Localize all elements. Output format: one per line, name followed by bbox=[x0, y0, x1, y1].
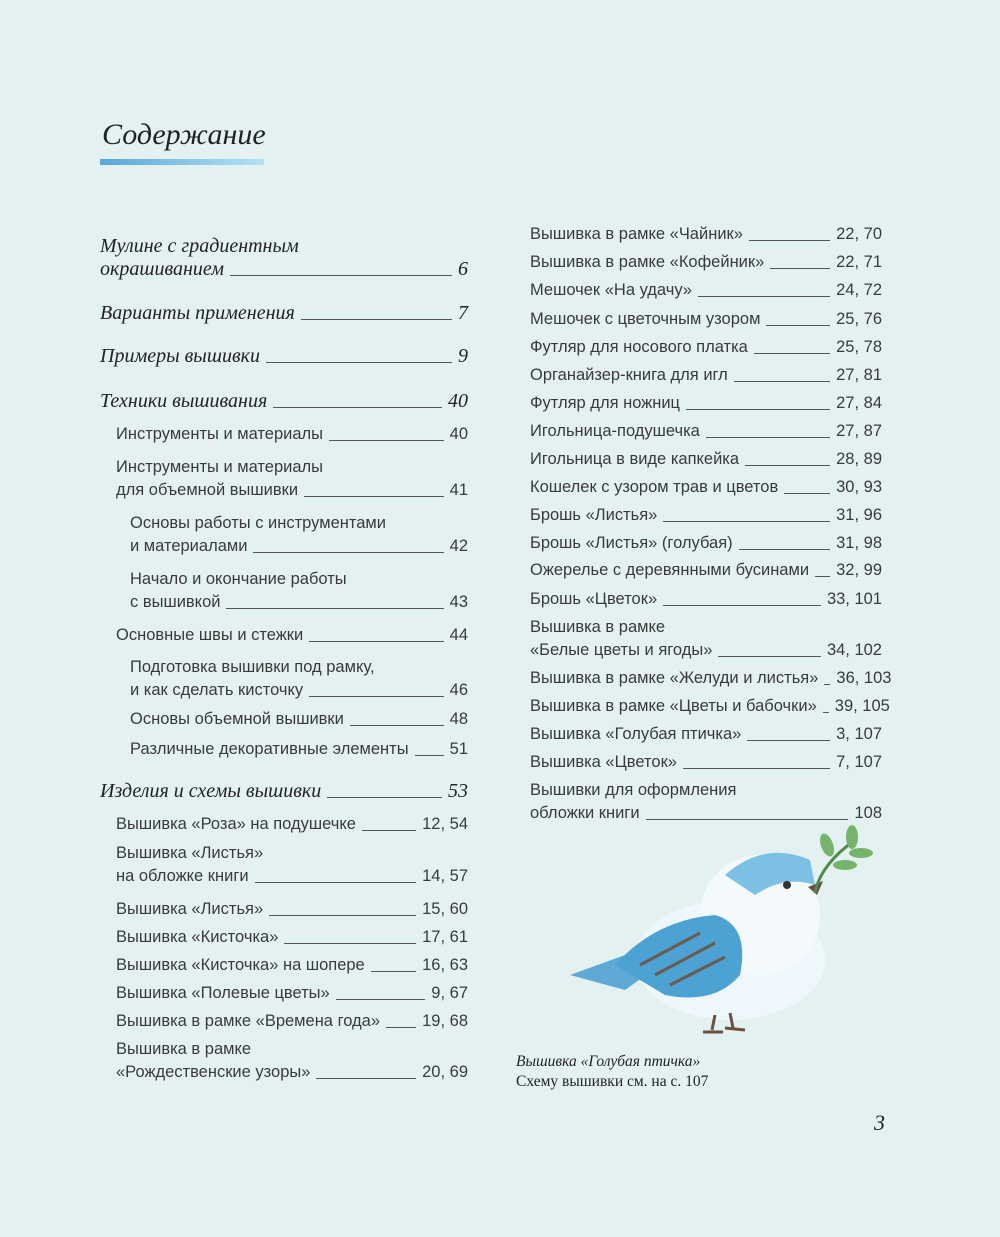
toc-leader-line bbox=[663, 521, 830, 522]
toc-entry-title: Вышивка «Цветок» bbox=[530, 753, 677, 771]
toc-entry-title: Вышивка «Роза» на подушечке bbox=[116, 815, 356, 833]
toc-page-number: 9, 67 bbox=[431, 984, 468, 1002]
toc-page-number: 3, 107 bbox=[836, 725, 882, 743]
toc-page-number: 48 bbox=[449, 710, 468, 728]
toc-entry[interactable] bbox=[530, 588, 882, 611]
toc-entry[interactable] bbox=[530, 667, 892, 690]
toc-entry-title: и материалами bbox=[130, 537, 248, 555]
toc-leader-line bbox=[386, 1027, 416, 1028]
toc-entry-title: Основы работы с инструментами bbox=[130, 514, 386, 532]
toc-entry[interactable] bbox=[530, 723, 882, 746]
toc-page-number: 27, 81 bbox=[836, 366, 882, 384]
toc-entry-title: Вышивка «Кисточка» на шопере bbox=[116, 956, 365, 974]
toc-entry[interactable] bbox=[116, 1010, 468, 1033]
toc-page-number: 108 bbox=[854, 804, 882, 822]
toc-leader-line bbox=[273, 407, 442, 408]
toc-entry-title: Вышивка в рамке «Желуди и листья» bbox=[530, 669, 819, 687]
toc-leader-line bbox=[316, 1078, 416, 1079]
toc-entry-title: Мулине с градиентным bbox=[100, 235, 299, 257]
toc-page-number: 22, 70 bbox=[836, 225, 882, 243]
toc-leader-line bbox=[284, 943, 416, 944]
toc-page-number: 44 bbox=[449, 626, 468, 644]
toc-entry-title: Вышивка «Кисточка» bbox=[116, 928, 279, 946]
toc-page-number: 46 bbox=[449, 681, 468, 699]
toc-entry[interactable] bbox=[116, 813, 468, 836]
toc-entry-title: Вышивка «Листья» bbox=[116, 844, 264, 862]
toc-entry-title: Вышивка в рамке «Кофейник» bbox=[530, 253, 765, 271]
toc-entry[interactable] bbox=[100, 780, 468, 803]
toc-leader-line bbox=[823, 712, 829, 713]
toc-leader-line bbox=[301, 319, 452, 320]
toc-entry[interactable] bbox=[130, 512, 468, 558]
toc-page-number: 17, 61 bbox=[422, 928, 468, 946]
toc-page-number: 40 bbox=[448, 390, 468, 412]
toc-leader-line bbox=[646, 819, 849, 820]
toc-entry-title: Футляр для ножниц bbox=[530, 394, 681, 412]
toc-entry-title: Вышивка в рамке «Времена года» bbox=[116, 1012, 381, 1030]
toc-entry-title: Основные швы и стежки bbox=[116, 626, 304, 644]
toc-leader-line bbox=[304, 496, 444, 497]
toc-leader-line bbox=[327, 797, 442, 798]
toc-page-number: 27, 87 bbox=[836, 422, 882, 440]
toc-page-number: 24, 72 bbox=[836, 281, 882, 299]
toc-leader-line bbox=[815, 576, 830, 577]
toc-entry-title: обложки книги bbox=[530, 804, 640, 822]
toc-entry-title: Примеры вышивки bbox=[100, 345, 260, 367]
toc-entry[interactable] bbox=[530, 504, 882, 527]
toc-page-number: 19, 68 bbox=[422, 1012, 468, 1030]
toc-page-number: 32, 99 bbox=[836, 561, 882, 579]
toc-page-number: 25, 76 bbox=[836, 310, 882, 328]
toc-entry-title: Игольница-подушечка bbox=[530, 422, 700, 440]
toc-page-number: 53 bbox=[448, 780, 468, 802]
toc-entry[interactable] bbox=[116, 456, 468, 502]
toc-page-number: 16, 63 bbox=[422, 956, 468, 974]
toc-leader-line bbox=[734, 381, 830, 382]
toc-entry[interactable] bbox=[116, 624, 468, 647]
toc-leader-line bbox=[824, 684, 830, 685]
toc-entry-title: Варианты применения bbox=[100, 302, 295, 324]
toc-entry[interactable] bbox=[530, 279, 882, 302]
toc-entry[interactable] bbox=[530, 779, 882, 825]
toc-page-number: 7, 107 bbox=[836, 753, 882, 771]
toc-leader-line bbox=[784, 493, 830, 494]
embroidered-bird-illustration bbox=[565, 825, 875, 1040]
toc-page-number: 36, 103 bbox=[836, 669, 892, 687]
toc-entry-title: Вышивка в рамке «Цветы и бабочки» bbox=[530, 697, 817, 715]
toc-entry[interactable] bbox=[530, 308, 882, 331]
toc-entry[interactable] bbox=[100, 235, 468, 281]
toc-page-number: 14, 57 bbox=[422, 867, 468, 885]
toc-leader-line bbox=[739, 549, 831, 550]
toc-leader-line bbox=[266, 362, 452, 363]
toc-page-number: 7 bbox=[458, 302, 468, 324]
toc-entry[interactable] bbox=[530, 223, 882, 246]
toc-page-number: 33, 101 bbox=[826, 590, 882, 608]
toc-entry-title: Футляр для носового платка bbox=[530, 338, 748, 356]
toc-page-number: 12, 54 bbox=[422, 815, 468, 833]
toc-entry-title: Органайзер-книга для игл bbox=[530, 366, 728, 384]
toc-entry[interactable] bbox=[130, 568, 468, 614]
toc-entry-title: Вышивка в рамке bbox=[530, 618, 666, 636]
toc-page-number: 30, 93 bbox=[836, 478, 882, 496]
toc-leader-line bbox=[663, 605, 821, 606]
toc-leader-line bbox=[253, 552, 443, 553]
toc-entry-title: с вышивкой bbox=[130, 593, 221, 611]
toc-entry[interactable] bbox=[100, 390, 468, 413]
toc-entry[interactable] bbox=[116, 926, 468, 949]
toc-leader-line bbox=[269, 915, 416, 916]
toc-entry-title: Различные декоративные элементы bbox=[130, 740, 409, 758]
toc-leader-line bbox=[309, 641, 443, 642]
toc-leader-line bbox=[770, 268, 830, 269]
title-underline-bar bbox=[100, 159, 264, 165]
toc-entry[interactable] bbox=[116, 1038, 468, 1084]
toc-page-number: 22, 71 bbox=[836, 253, 882, 271]
toc-leader-line bbox=[686, 409, 830, 410]
toc-entry-title: Основы объемной вышивки bbox=[130, 710, 344, 728]
toc-leader-line bbox=[371, 971, 416, 972]
toc-leader-line bbox=[362, 830, 416, 831]
toc-leader-line bbox=[255, 882, 417, 883]
toc-entry[interactable] bbox=[530, 392, 882, 415]
toc-page-number: 15, 60 bbox=[422, 900, 468, 918]
toc-page-number: 31, 98 bbox=[836, 534, 882, 552]
toc-entry-title: Вышивка «Листья» bbox=[116, 900, 264, 918]
toc-entry[interactable] bbox=[116, 423, 468, 446]
toc-entry[interactable] bbox=[100, 302, 468, 325]
toc-page-number: 25, 78 bbox=[836, 338, 882, 356]
toc-entry-title: Вышивка «Голубая птичка» bbox=[530, 725, 742, 743]
toc-entry-title: «Рождественские узоры» bbox=[116, 1063, 311, 1081]
toc-leader-line bbox=[749, 240, 830, 241]
toc-entry[interactable] bbox=[530, 251, 882, 274]
toc-entry[interactable] bbox=[530, 532, 882, 555]
toc-entry[interactable] bbox=[530, 476, 882, 499]
toc-entry-title: Кошелек с узором трав и цветов bbox=[530, 478, 779, 496]
toc-entry-title: и как сделать кисточку bbox=[130, 681, 304, 699]
toc-entry-title: окрашиванием bbox=[100, 258, 225, 280]
toc-page-number: 43 bbox=[449, 593, 468, 611]
toc-page-number: 39, 105 bbox=[834, 697, 890, 715]
toc-entry-title: «Белые цветы и ягоды» bbox=[530, 641, 713, 659]
toc-entry-title: Техники вышивания bbox=[100, 390, 268, 412]
toc-entry[interactable] bbox=[130, 708, 468, 731]
toc-page-number: 31, 96 bbox=[836, 506, 882, 524]
toc-leader-line bbox=[230, 275, 452, 276]
caption-title: Вышивка «Голубая птичка» bbox=[516, 1053, 701, 1070]
toc-leader-line bbox=[718, 656, 821, 657]
toc-entry-title: Брошь «Листья» (голубая) bbox=[530, 534, 733, 552]
toc-leader-line bbox=[747, 740, 830, 741]
toc-entry[interactable] bbox=[530, 420, 882, 443]
toc-leader-line bbox=[415, 755, 444, 756]
toc-page-number: 51 bbox=[449, 740, 468, 758]
toc-entry-title: Инструменты и материалы bbox=[116, 458, 324, 476]
toc-entry-title: Игольница в виде капкейка bbox=[530, 450, 740, 468]
caption-reference: Схему вышивки см. на с. 107 bbox=[516, 1073, 709, 1090]
toc-page-number: 41 bbox=[449, 481, 468, 499]
toc-entry-title: Изделия и схемы вышивки bbox=[100, 780, 322, 802]
toc-entry-title: для объемной вышивки bbox=[116, 481, 299, 499]
toc-leader-line bbox=[698, 296, 830, 297]
toc-entry[interactable] bbox=[530, 559, 882, 582]
page-title: Содержание bbox=[102, 118, 266, 151]
toc-entry-title: Вышивка «Полевые цветы» bbox=[116, 984, 330, 1002]
toc-entry-title: Вышивка в рамке «Чайник» bbox=[530, 225, 743, 243]
toc-entry[interactable] bbox=[116, 982, 468, 1005]
toc-leader-line bbox=[336, 999, 426, 1000]
toc-entry-title: Брошь «Листья» bbox=[530, 506, 658, 524]
toc-page-number: 20, 69 bbox=[422, 1063, 468, 1081]
toc-leader-line bbox=[329, 440, 444, 441]
toc-page-number: 9 bbox=[458, 345, 468, 367]
toc-page-number: 28, 89 bbox=[836, 450, 882, 468]
illustration-caption bbox=[516, 1052, 708, 1092]
toc-leader-line bbox=[766, 325, 830, 326]
toc-entry-title: Ожерелье с деревянными бусинами bbox=[530, 561, 810, 579]
toc-entry-title: Мешочек «На удачу» bbox=[530, 281, 692, 299]
toc-leader-line bbox=[226, 608, 443, 609]
toc-page-number: 42 bbox=[449, 537, 468, 555]
toc-entry[interactable] bbox=[130, 656, 468, 702]
toc-leader-line bbox=[350, 725, 444, 726]
toc-entry-title: Подготовка вышивки под рамку, bbox=[130, 658, 375, 676]
toc-leader-line bbox=[309, 696, 443, 697]
toc-entry[interactable] bbox=[530, 751, 882, 774]
toc-entry[interactable] bbox=[530, 616, 882, 662]
toc-page-number: 27, 84 bbox=[836, 394, 882, 412]
toc-entry[interactable] bbox=[530, 695, 890, 718]
toc-entry[interactable] bbox=[100, 345, 468, 368]
toc-entry-title: на обложке книги bbox=[116, 867, 249, 885]
toc-leader-line bbox=[745, 465, 830, 466]
toc-page-number: 34, 102 bbox=[826, 641, 882, 659]
toc-entry[interactable] bbox=[130, 738, 468, 761]
toc-entry[interactable] bbox=[116, 842, 468, 888]
toc-entry-title: Начало и окончание работы bbox=[130, 570, 347, 588]
toc-leader-line bbox=[754, 353, 830, 354]
page-number: 3 bbox=[874, 1110, 885, 1135]
toc-entry[interactable] bbox=[116, 954, 468, 977]
toc-page-number: 40 bbox=[449, 425, 468, 443]
toc-entry[interactable] bbox=[530, 448, 882, 471]
toc-entry-title: Вышивки для оформления bbox=[530, 781, 737, 799]
toc-entry-title: Инструменты и материалы bbox=[116, 425, 324, 443]
toc-entry[interactable] bbox=[530, 364, 882, 387]
toc-entry-title: Брошь «Цветок» bbox=[530, 590, 658, 608]
toc-leader-line bbox=[683, 768, 830, 769]
toc-entry-title: Мешочек с цветочным узором bbox=[530, 310, 761, 328]
toc-entry-title: Вышивка в рамке bbox=[116, 1040, 252, 1058]
toc-leader-line bbox=[706, 437, 830, 438]
toc-page-number: 6 bbox=[458, 258, 468, 280]
toc-entry[interactable] bbox=[116, 898, 468, 921]
toc-entry[interactable] bbox=[530, 336, 882, 359]
